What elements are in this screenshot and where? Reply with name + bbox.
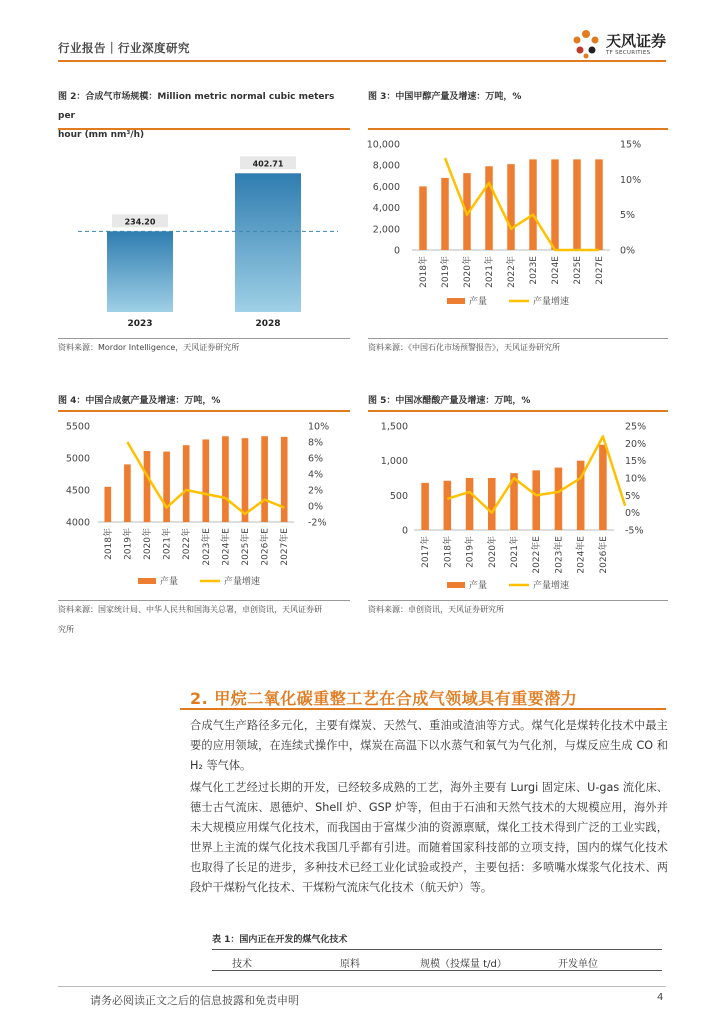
figure4-source [58, 600, 350, 640]
fig5-category-label: 2022年E [532, 536, 543, 574]
figure4-source-line1: 资料来源：国家统计局、中华人民共和国海关总署，卓创资讯，天风证券研 [58, 605, 322, 614]
fig3-category-label: 2018年 [419, 256, 429, 288]
figure5-source: 资料来源：卓创资讯，天风证券研究所 [368, 605, 504, 614]
fig4-category-label: 2020年 [143, 528, 153, 560]
fig4-legend-bar-label: 产量 [160, 577, 179, 587]
fig5-category-label: 2017年 [421, 536, 432, 568]
logo-subtext: TF SECURITIES [606, 50, 651, 56]
fig5-bar-2020年 [488, 478, 496, 530]
fig5-right-tick: 5% [625, 490, 641, 502]
fig3-bar-2023E [529, 159, 536, 250]
fig2-value-label-2023: 234.20 [124, 217, 156, 227]
table1-top-rule [212, 949, 662, 950]
fig5-bar-2018年 [444, 481, 452, 530]
fig5-left-tick: 1,500 [380, 421, 408, 433]
fig5-category-label: 2019年 [465, 536, 476, 568]
fig5-bar-2026年E [599, 445, 607, 530]
fig4-bar-2020年 [144, 451, 151, 522]
fig4-bar-2018年 [104, 487, 111, 522]
fig4-right-tick: 4% [308, 469, 324, 481]
fig5-legend-line-label: 产量增速 [533, 581, 570, 591]
figure5-chart [362, 414, 668, 596]
section-heading: 2. 甲烷二氧化碳重整工艺在合成气领域具有重要潜力 [190, 689, 578, 708]
fig3-legend-bar-swatch [447, 298, 465, 304]
figure2-rule [58, 128, 350, 130]
fig4-category-label: 2022年 [182, 528, 193, 560]
table1-header-material: 原料 [340, 959, 360, 970]
table1-header-tech: 技术 [232, 959, 252, 970]
fig3-bar-2018年 [419, 186, 426, 250]
fig5-right-tick: 15% [625, 456, 647, 468]
fig4-left-tick: 4500 [65, 485, 90, 497]
figure3-title: 图 3：中国甲醇产量及增速：万吨，% [368, 92, 522, 102]
page-number: 4 [657, 992, 664, 1003]
fig3-category-label: 2020年 [463, 256, 473, 288]
figure5-title: 图 5：中国冰醋酸产量及增速：万吨，% [368, 396, 531, 406]
fig4-category-label: 2018年 [103, 528, 114, 560]
figure3-rule [368, 128, 668, 130]
fig4-bar-2021年 [163, 452, 170, 522]
fig4-bar-2026年E [261, 436, 268, 522]
fig3-right-tick: 0% [620, 245, 636, 257]
figure2-source: 资料来源：Mordor Intelligence，天风证券研究所 [58, 343, 240, 352]
fig5-category-label: 2023年E [554, 536, 565, 574]
fig3-left-tick: 8,000 [372, 160, 400, 172]
fig4-legend-line-label: 产量增速 [224, 577, 261, 587]
fig3-left-tick: 0 [393, 245, 400, 257]
paragraph-2-text: 煤气化工艺经过长期的开发，已经较多成熟的工艺，海外主要有 Lurgi 固定床、U-gas 流化床、德士古气流床、恩德炉、Shell 炉、GSP 炉等，但由于石油和天然气技术的大规模应用，海外并未大规模应用煤气化技术，而我国由于富煤少油的资源禀赋，煤化工技术得到广泛的工业实践，世界上主流的煤气化技术我国几乎都有引进。而随着国家科技部的立项支持，国内的煤气化技术也取得了长足的进步，多种技术已经工业化试验或投产，主要包括：多喷嘴水煤浆气化技术、两段炉干煤粉气化技术、干煤粉气流床气化技术（航天炉）等。 [190, 781, 668, 894]
logo-flower-icon [568, 28, 604, 60]
fig4-left-tick: 4000 [65, 517, 90, 529]
fig5-right-tick: 25% [625, 421, 647, 433]
fig5-category-label: 2018年 [443, 536, 454, 568]
fig3-left-tick: 10,000 [366, 139, 400, 151]
fig2-category-label-2023: 2023 [127, 319, 153, 329]
fig5-left-tick: 0 [401, 525, 408, 537]
fig5-legend-bar-swatch [447, 582, 465, 588]
fig3-bar-2024E [551, 159, 558, 250]
fig3-category-label: 2024E [551, 256, 561, 285]
fig4-category-label: 2027年E [280, 528, 291, 566]
fig4-bar-2019年 [124, 464, 131, 522]
fig3-bar-2022年 [507, 164, 514, 250]
fig4-legend-bar-swatch [138, 578, 156, 584]
logo-text: 天风证券 [606, 32, 667, 50]
fig4-bar-2023年E [202, 439, 209, 522]
figure2-title-line1: 图 2：合成气市场规模：Million metric normal cubic meters per [58, 92, 335, 121]
fig4-category-label: 2023年E [201, 528, 212, 566]
fig4-right-tick: 6% [308, 453, 324, 465]
header-rule [58, 60, 666, 62]
fig4-category-label: 2025年E [241, 528, 251, 566]
fig5-category-label: 2024年E [576, 536, 587, 574]
figure5-rule [368, 410, 668, 412]
fig5-legend-bar-label: 产量 [469, 581, 488, 591]
fig4-right-tick: 0% [308, 501, 324, 513]
fig4-bar-2022年 [183, 445, 190, 522]
fig3-left-tick: 6,000 [372, 181, 400, 193]
fig3-legend-line-label: 产量增速 [533, 297, 570, 307]
fig5-left-tick: 1,000 [380, 456, 408, 468]
figure4-source-line2: 究所 [58, 625, 74, 634]
footer-disclaimer: 请务必阅读正文之后的信息披露和免责申明 [90, 994, 299, 1007]
fig5-category-label: 2026年E [598, 536, 609, 574]
fig4-category-label: 2019年 [123, 528, 134, 560]
fig4-right-tick: 2% [308, 485, 324, 497]
fig4-category-label: 2021年 [162, 528, 173, 560]
fig5-category-label: 2020年 [487, 536, 498, 568]
fig3-category-label: 2019年 [441, 256, 451, 288]
fig4-right-tick: 8% [308, 437, 324, 449]
figure4-chart [58, 414, 350, 596]
fig5-left-tick: 500 [389, 490, 408, 502]
fig3-category-label: 2022年 [507, 256, 517, 288]
figure2-title-line2: hour (mm nm³/h) [58, 130, 145, 140]
report-category: 行业报告｜行业深度研究 [58, 41, 190, 55]
company-logo [568, 28, 673, 60]
fig5-right-tick: 20% [625, 438, 647, 450]
fig3-left-tick: 4,000 [372, 203, 400, 215]
fig5-bar-2019年 [466, 478, 474, 530]
fig5-right-tick: 0% [625, 508, 641, 520]
figure3-source: 资料来源：《中国石化市场预警报告》，天风证券研究所 [368, 343, 560, 352]
fig3-category-label: 2025E [573, 256, 583, 285]
fig2-category-label-2028: 2028 [255, 319, 281, 329]
section-heading-underline [180, 708, 666, 710]
fig3-bar-2027E [595, 159, 602, 250]
fig3-right-tick: 5% [620, 210, 636, 222]
fig3-category-label: 2021年 [485, 256, 495, 288]
fig3-bar-2025E [573, 159, 580, 250]
fig3-left-tick: 2,000 [372, 224, 400, 236]
fig5-category-label: 2021年 [510, 536, 520, 568]
fig3-legend-bar-label: 产量 [469, 297, 488, 307]
table1-header-developer: 开发单位 [558, 959, 598, 970]
figure3-chart [362, 132, 668, 337]
fig4-right-tick: 10% [308, 421, 330, 433]
fig3-right-tick: 10% [620, 174, 642, 186]
fig3-bar-2021年 [485, 166, 492, 250]
fig4-category-label: 2026年E [260, 528, 271, 566]
fig5-bar-2022年E [532, 470, 540, 530]
paragraph-1-text: 合成气生产路径多元化，主要有煤炭、天然气、重油或渣油等方式。煤气化是煤转化技术中最主要的应用领域，在连续式操作中，煤炭在高温下以水蒸气和氧气为气化剂，与煤反应生成 CO 和 H₂ 等气体。 [190, 719, 668, 772]
figure2-chart [58, 132, 350, 332]
fig5-right-tick: -5% [625, 525, 644, 537]
table1-title: 表 1：国内正在开发的煤气化技术 [212, 935, 348, 945]
figure4-rule [58, 410, 350, 412]
footer-rule [58, 986, 666, 987]
fig4-category-label: 2024年E [221, 528, 232, 566]
fig4-left-tick: 5500 [65, 421, 90, 433]
figure4-title: 图 4：中国合成氨产量及增速：万吨，% [58, 396, 221, 406]
table1-header-rule [212, 970, 662, 971]
fig5-right-tick: 10% [625, 473, 647, 485]
fig3-right-tick: 15% [620, 139, 642, 151]
fig3-category-label: 2023E [529, 256, 539, 285]
fig5-bar-2017年 [421, 483, 429, 530]
fig5-bar-2023年E [555, 468, 563, 530]
fig3-category-label: 2027E [595, 256, 605, 285]
fig4-bar-2025年E [242, 438, 249, 522]
fig4-right-tick: -2% [308, 517, 327, 529]
fig4-bar-2027年E [281, 437, 288, 522]
table1-header-scale: 规模（投煤量 t/d） [420, 959, 507, 970]
paragraph-1 [190, 716, 668, 776]
fig2-value-label-2028: 402.71 [252, 159, 284, 169]
fig3-bar-2019年 [441, 178, 448, 250]
fig2-bar-2028 [235, 173, 301, 312]
fig4-bar-2024年E [222, 436, 229, 522]
fig4-left-tick: 5000 [65, 453, 90, 465]
paragraph-2 [190, 778, 668, 898]
fig2-bar-2023 [107, 231, 173, 312]
